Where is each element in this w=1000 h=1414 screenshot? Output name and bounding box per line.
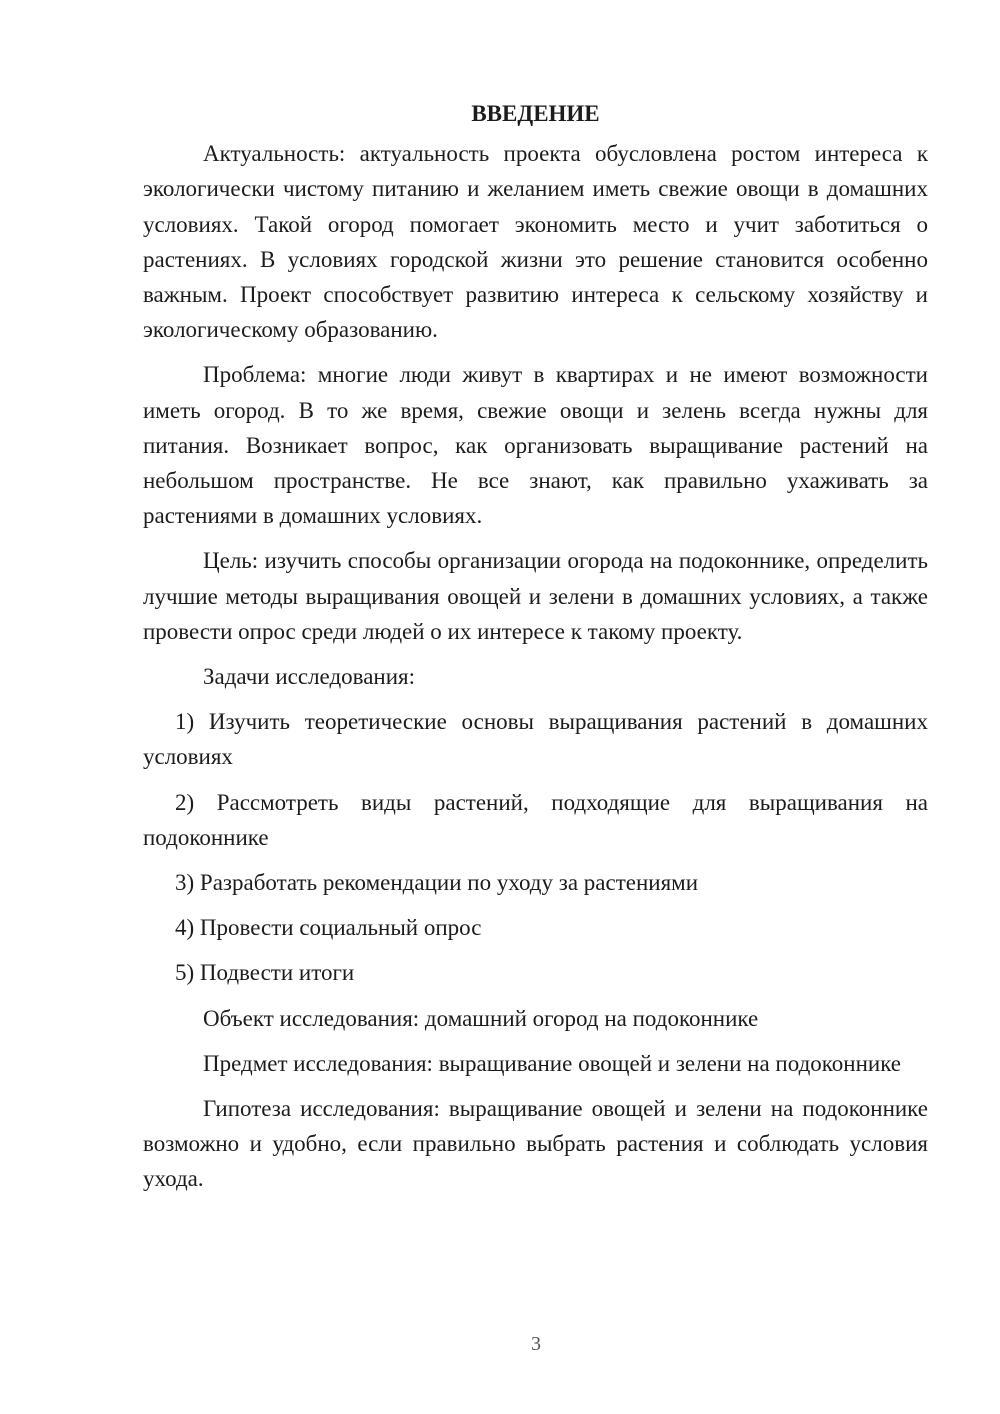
page-number: 3	[531, 1333, 541, 1355]
paragraph-hypothesis: Гипотеза исследования: выращивание овощей и зелени на подоконнике возможно и удобно, если правильно выбрать растения и соблюдать условия ухода.	[143, 1096, 928, 1192]
page-content	[143, 96, 928, 1197]
task-item-3: 3) Разработать рекомендации по уходу за растениями	[175, 870, 699, 896]
task-item-1: 1) Изучить теоретические основы выращивания растений в домашних условиях	[143, 709, 928, 770]
heading-wrap	[143, 96, 928, 131]
paragraph-relevance: Актуальность: актуальность проекта обусловлена ростом интереса к экологически чистому питанию и желанием иметь свежие овощи в домашних условиях. Такой огород помогает экономить место и учит заботиться о растениях. В условиях городской жизни это решение становится особенно важным. Проект способствует развитию интереса к сельскому хозяйству и экологическому образованию.	[143, 141, 928, 343]
section-heading: ВВЕДЕНИЕ	[471, 101, 600, 126]
task-item-2: 2) Рассмотреть виды растений, подходящие для выращивания на подоконнике	[143, 789, 928, 850]
tasks-title: Задачи исследования:	[203, 664, 416, 690]
task-item-5: 5) Подвести итоги	[175, 960, 355, 986]
paragraph-goal: Цель: изучить способы организации огорода на подоконнике, определить лучшие методы выращивания овощей и зелени в домашних условиях, а также провести опрос среди людей о их интересе к такому проекту.	[143, 548, 928, 644]
paragraph-subject: Предмет исследования: выращивание овощей и зелени на подоконнике	[203, 1050, 902, 1076]
paragraph-problem: Проблема: многие люди живут в квартирах и не имеют возможности иметь огород. В то же время, свежие овощи и зелень всегда нужны для питания. Возникает вопрос, как организовать выращивание растений на небольшом пространстве. Не все знают, как правильно ухаживать за растениями в домашних условиях.	[143, 362, 928, 529]
task-item-4: 4) Провести социальный опрос	[175, 915, 482, 941]
paragraph-object: Объект исследования: домашний огород на подоконнике	[203, 1005, 759, 1031]
